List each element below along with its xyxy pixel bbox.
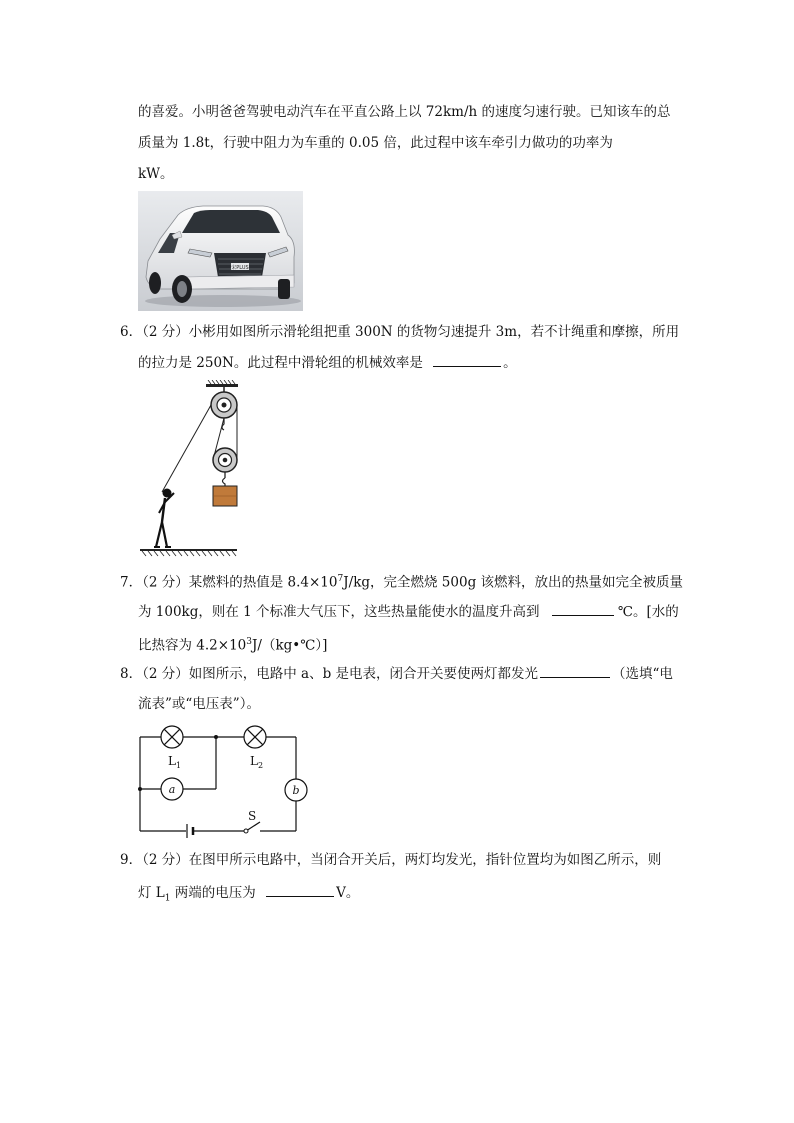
answer-blank-q9[interactable]: [266, 882, 334, 897]
question-6-line-1: [120, 322, 679, 342]
pulley-diagram: [140, 380, 240, 560]
question-7-text-2a: 为 100kg，则在 1 个标准大气压下，这些热量能使水的温度升高到: [138, 604, 540, 620]
question-7-line-1: [120, 569, 683, 593]
question-7-exponent-1: 7: [337, 574, 344, 584]
question-9-text-2a: 灯 L: [138, 885, 165, 901]
question-9-text-1: 在图甲所示电路中，当闭合开关后，两灯均发光，指针位置均为如图乙所示，则: [188, 852, 662, 868]
question-8-line-2: 流表”或“电压表”）。: [138, 696, 260, 712]
question-8-line-1: [120, 663, 673, 684]
question-8-text-1a: 如图所示，电路中 a、b 是电表，闭合开关要使两灯都发光: [188, 666, 539, 682]
lamp-L1-subscript: 1: [175, 761, 182, 770]
switch-label: S: [248, 809, 257, 823]
lamp-L2-subscript: 2: [257, 761, 264, 770]
question-9-number: 9．: [120, 852, 143, 868]
question-6-line-2: [138, 352, 517, 373]
question-6-text-3: 。: [503, 355, 517, 371]
question-7-exponent-2: 3: [246, 637, 252, 647]
meter-a-label: a: [168, 783, 176, 796]
answer-blank-q6[interactable]: [433, 352, 501, 367]
lamp-L1-label: L: [168, 754, 176, 768]
question-7-score: （2 分）: [142, 574, 189, 591]
question-6-number: 6．: [120, 324, 143, 340]
question-7-line-3: [138, 632, 327, 656]
question-7-text-3a: 比热容为 4.2×10: [138, 637, 247, 654]
q5-line-3: kW。: [138, 166, 174, 182]
svg-text:L1: [168, 754, 181, 770]
meter-b-label: b: [292, 784, 300, 797]
question-7-line-2: [138, 601, 679, 622]
question-7-text-1a: 某燃料的热值是 8.4×10: [188, 574, 338, 591]
svg-text:L2: [250, 754, 263, 770]
question-9-subscript: 1: [164, 893, 171, 904]
circuit-diagram: [134, 723, 314, 838]
question-7-text-2b: ℃。[水的: [617, 604, 679, 620]
plate-text: 宋PLUS: [231, 264, 249, 271]
car-photo: [138, 191, 303, 311]
question-9-line-2: [138, 882, 359, 909]
question-7-text-1b: J/kg，完全燃烧 500g 该燃料，放出的热量如完全被质量: [343, 574, 684, 591]
question-6-text-2: 的拉力是 250N。此过程中滑轮组的机械效率是: [138, 355, 423, 371]
answer-blank-q8[interactable]: [540, 663, 610, 678]
answer-blank-q7[interactable]: [552, 601, 614, 616]
q5-line-1: 的喜爱。小明爸爸驾驶电动汽车在平直公路上以 72km/h 的速度匀速行驶。已知该车的总: [138, 104, 671, 120]
question-9-text-2c: V。: [336, 885, 360, 901]
question-9-line-1: [120, 850, 661, 870]
question-6-score: （2 分）: [142, 324, 189, 340]
question-6-text-1: 小彬用如图所示滑轮组把重 300N 的货物匀速提升 3m，若不计绳重和摩擦，所用: [188, 324, 680, 340]
question-8-score: （2 分）: [142, 666, 189, 682]
question-7-number: 7．: [120, 574, 143, 591]
q5-line-2: 质量为 1.8t，行驶中阻力为车重的 0.05 倍，此过程中该车牵引力做功的功率为: [138, 135, 613, 151]
question-7-text-3b: J/（kg•℃）]: [252, 637, 328, 654]
question-8-number: 8．: [120, 666, 143, 682]
lamp-L2-label: L: [250, 754, 258, 768]
question-9-score: （2 分）: [142, 852, 189, 868]
question-9-text-2b: 两端的电压为: [170, 885, 256, 901]
question-8-text-1b: （选填“电: [612, 666, 673, 682]
